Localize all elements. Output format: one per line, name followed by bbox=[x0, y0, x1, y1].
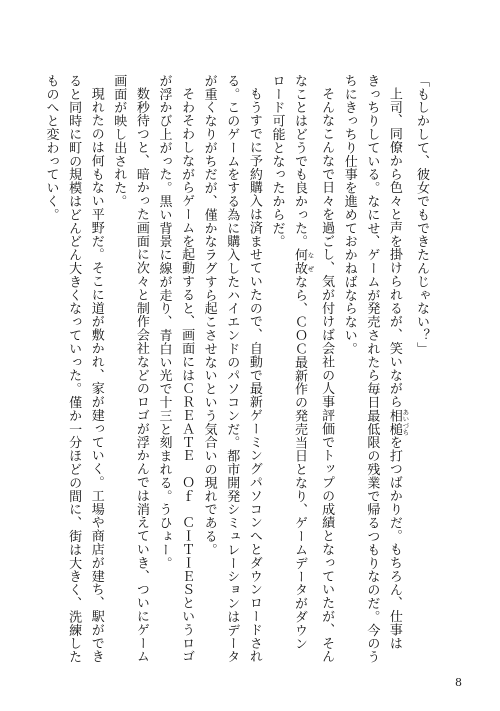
text-line: なことはどうでも良かった。何故 なぜなら、ＣＯＣ最新作の発売当日となり、ゲームデータがダウン bbox=[292, 74, 315, 651]
page-number: 8 bbox=[455, 676, 462, 689]
text-line: 画面が映し出された。 bbox=[111, 74, 127, 208]
text-line: 上司、同僚から色々と声を掛けられるが、笑いながら相槌 あいづちを打つばかりだ。もちろん、仕事は bbox=[386, 87, 410, 650]
text-line: る。このゲームをする為に購入したハイエンドのパソコンだ。都市開発シミュレーションはデータ bbox=[224, 74, 240, 664]
text-line: が浮かび上がった。黒い背景に線が走り、青白い光で十三と刻まれる。うひょー。 bbox=[156, 74, 172, 570]
text-line: きっちりしている。なにせ、ゲームが発売されたら毎日最低限の残業で帰るつもりなのだ。今のう bbox=[364, 74, 380, 664]
text-line: 現れたのは何もない平野だ。そこに道が敷かれ、家が建っていく。工場や商店が建ち、駅ができ bbox=[88, 87, 104, 664]
ruby-annotation: 相槌 あいづち bbox=[386, 408, 410, 436]
text-line: ロード可能となったからだ。 bbox=[269, 74, 285, 249]
text-line: ると同時に町の規模はどんどん大きくなっていった。僅か一分ほどの間に、街は大きく、洗練した bbox=[66, 74, 82, 664]
text-line: そわそわしながらゲームを起動すると、画面にはＣＲＥＡＴＥ Ｏｆ ＣＩＴＩＥＳというロゴ bbox=[179, 87, 195, 664]
ruby-reading: なぜ bbox=[306, 248, 315, 276]
ruby-reading: あいづち bbox=[401, 408, 410, 436]
vertical-body-text bbox=[39, 74, 432, 664]
text-line: ものへと変わっていく。 bbox=[43, 74, 59, 222]
text-line: が重くなりがちだが、僅かなラグすら起こさせないという気合いの現れである。 bbox=[201, 74, 217, 557]
text-line: 数秒待つと、暗かった画面に次々と制作会社などのロゴが浮かんでは消えていき、ついにゲーム bbox=[133, 87, 149, 664]
text-line: もうすでに予約購入は済ませていたので、自動で最新ゲーミングパソコンへとダウンロードされ bbox=[246, 87, 262, 664]
text-line: そんなこんなで日々を過ごし、気が付けば会社の人事評価でトップの成績となっていたが、そん bbox=[319, 87, 335, 664]
ruby-annotation: 何故 なぜ bbox=[292, 248, 315, 276]
text-line: 「もしかして、彼女でもできたんじゃない？」 bbox=[414, 74, 429, 356]
text-line: ちにきっちり仕事を進めておかねばならない。 bbox=[341, 74, 357, 356]
